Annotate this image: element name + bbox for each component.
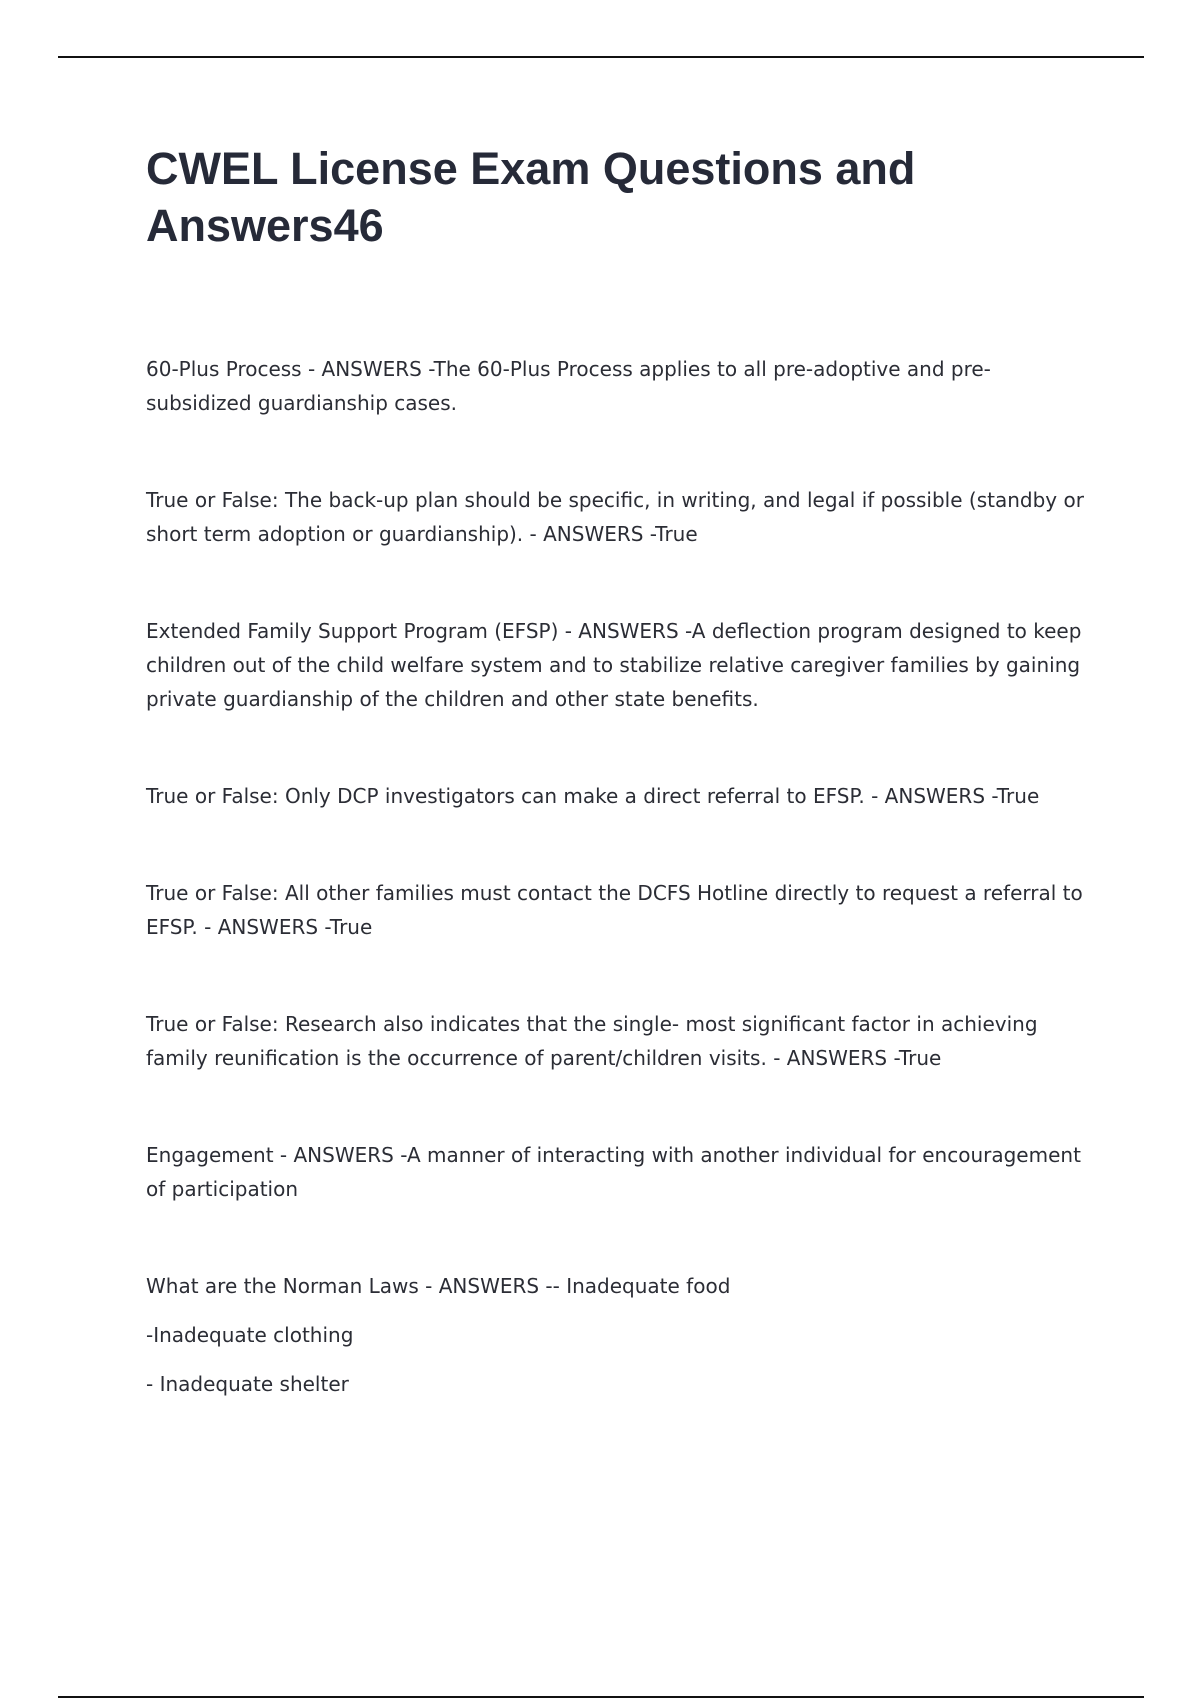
qa-item: Extended Family Support Program (EFSP) - ANSWERS -A deflection program designed to keep children out of the child welfare system and to stabilize relative caregiver families by gaining private guardianship of the children and other state benefits. — [146, 619, 1082, 711]
top-rule — [58, 56, 1144, 58]
bottom-rule — [58, 1696, 1144, 1698]
qa-item: Engagement - ANSWERS -A manner of interacting with another individual for encouragement of participation — [146, 1143, 1081, 1201]
document-title: CWEL License Exam Questions and Answers46 — [146, 143, 916, 251]
qa-line: What are the Norman Laws - ANSWERS -- Inadequate food — [146, 1274, 731, 1298]
qa-list — [146, 352, 1096, 1401]
qa-item: True or False: Research also indicates that the single- most significant factor in achieving family reunification is the occurrence of parent/children visits. - ANSWERS -True — [146, 1012, 1038, 1070]
document-body — [146, 140, 1096, 1416]
qa-item: True or False: The back-up plan should be specific, in writing, and legal if possible (standby or short term adoption or guardianship). - ANSWERS -True — [146, 488, 1084, 546]
qa-line: - Inadequate shelter — [146, 1372, 349, 1396]
qa-line: -Inadequate clothing — [146, 1323, 354, 1347]
qa-item: 60-Plus Process - ANSWERS -The 60-Plus Process applies to all pre-adoptive and pre-subsidized guardianship cases. — [146, 357, 991, 415]
qa-item-multiline — [146, 1269, 1096, 1401]
qa-item: True or False: All other families must contact the DCFS Hotline directly to request a referral to EFSP. - ANSWERS -True — [146, 881, 1083, 939]
qa-item: True or False: Only DCP investigators can make a direct referral to EFSP. - ANSWERS -True — [146, 784, 1040, 808]
